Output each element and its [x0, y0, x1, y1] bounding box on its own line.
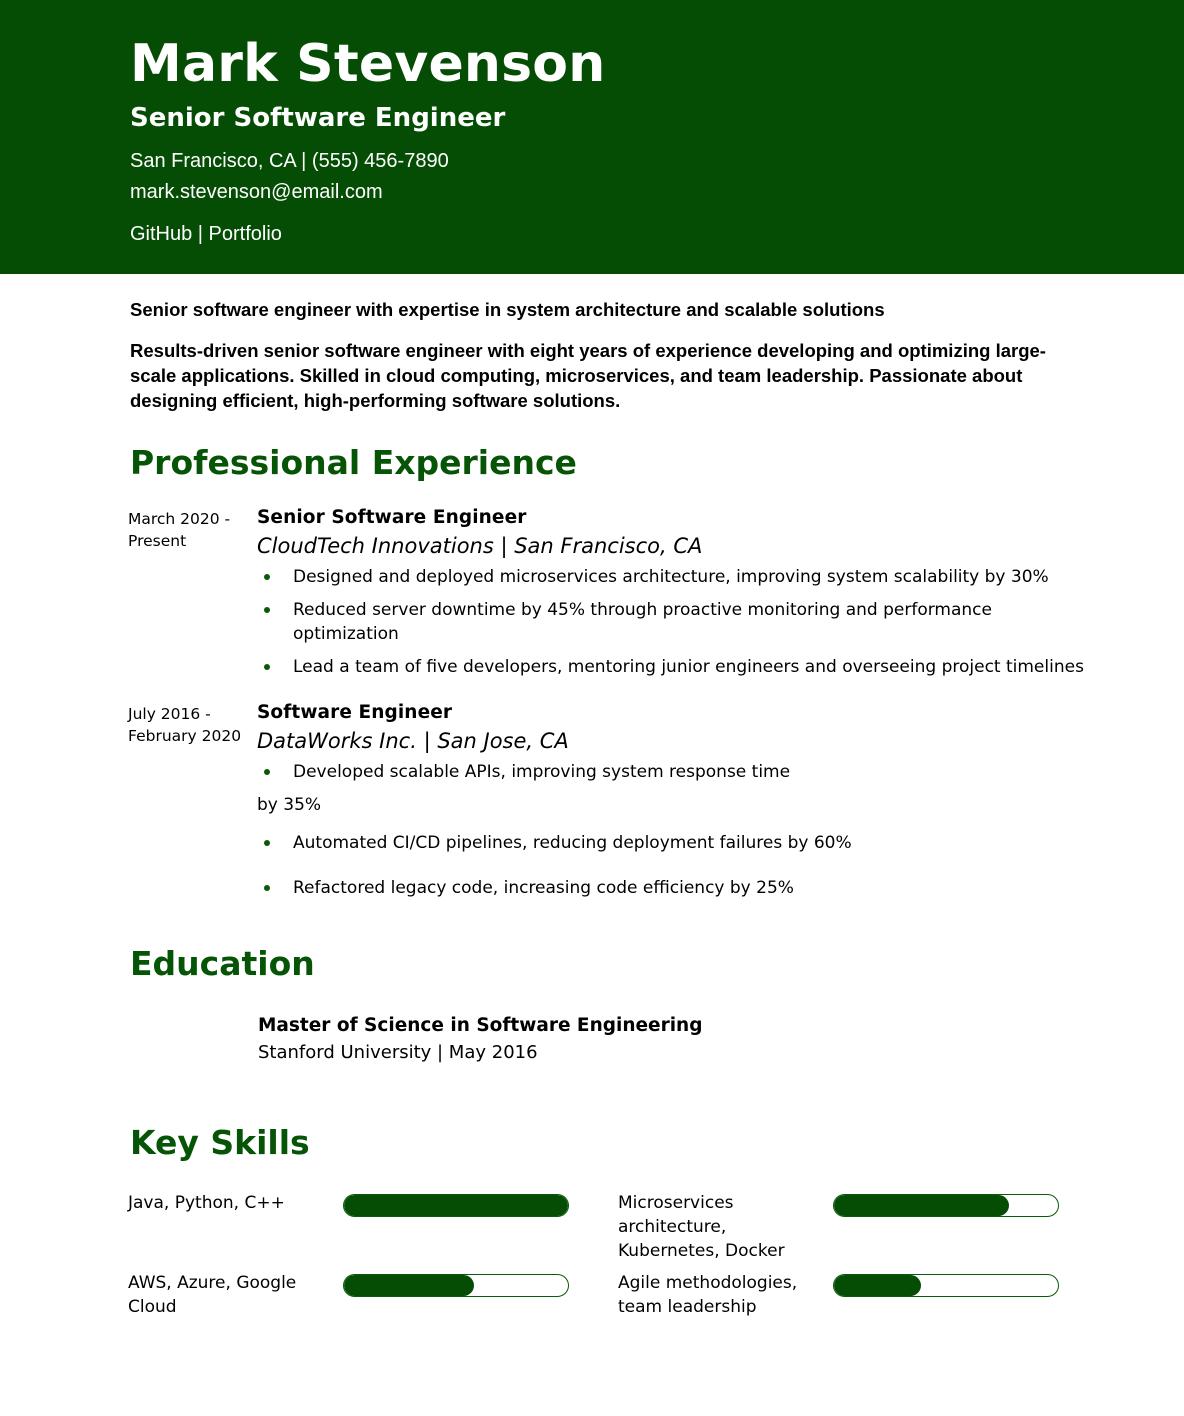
skill-label: AWS, Azure, Google Cloud [128, 1273, 297, 1317]
experience-bullet: Developed scalable APIs, improving system response time [257, 760, 1184, 784]
skill-label: Agile methodologies, team leadership [618, 1273, 798, 1317]
experience-dates: March 2020 - Present [128, 510, 231, 550]
experience-role: Senior Software Engineer [257, 507, 527, 528]
summary-headline: Senior software engineer with expertise in system architecture and scalable solutions [130, 299, 885, 320]
candidate-name: Mark Stevenson [130, 34, 606, 94]
skill-level-fill [834, 1195, 1009, 1216]
skill-level-bar [343, 1274, 569, 1297]
experience-section-title: Professional Experience [130, 443, 577, 482]
skill-label: Microservices architecture, Kubernetes, Docker [618, 1193, 785, 1261]
experience-dates: July 2016 - February 2020 [128, 705, 242, 745]
experience-company: CloudTech Innovations | San Francisco, CA [257, 534, 703, 558]
experience-details [256, 700, 1184, 909]
experience-bullet: Lead a team of five developers, mentoring junior engineers and overseeing project timelines [257, 655, 1184, 679]
resume-header [0, 0, 1184, 274]
skill-label: Java, Python, C++ [128, 1193, 285, 1213]
skill-level-bar [833, 1194, 1059, 1217]
experience-bullet-list [257, 565, 1184, 679]
experience-entry [0, 700, 1184, 909]
summary-section [0, 274, 1184, 413]
resume-body [0, 274, 1184, 1343]
education-section [0, 944, 1184, 1066]
experience-bullet: Refactored legacy code, increasing code efficiency by 25% [257, 876, 1184, 900]
contact-email: mark.stevenson@email.com [130, 181, 383, 203]
skill-level-fill [834, 1275, 921, 1296]
experience-bullet: Reduced server downtime by 45% through proactive monitoring and performance optimization [257, 598, 993, 646]
experience-bullet: Automated CI/CD pipelines, reducing deployment failures by 60% [257, 831, 1184, 855]
experience-entry [0, 505, 1184, 688]
skill-item [128, 1183, 618, 1263]
experience-role: Software Engineer [257, 702, 453, 723]
education-entry [0, 1012, 1184, 1066]
summary-paragraph: Results-driven senior software engineer with eight years of experience developing and optimizing large- scale applications. Skilled in cloud computing, microservices, and team leadership. Passionate about designing efficient, high-performing software solutions. [130, 340, 1046, 411]
skill-level-fill [344, 1275, 474, 1296]
experience-details [256, 505, 1184, 688]
skills-grid [128, 1183, 1063, 1343]
education-school: Stanford University | May 2016 [258, 1042, 538, 1063]
education-degree: Master of Science in Software Engineering [258, 1015, 703, 1036]
skill-item [618, 1263, 1063, 1343]
experience-bullet-list [257, 760, 1184, 784]
profile-links[interactable]: GitHub | Portfolio [130, 223, 282, 245]
skill-item [618, 1183, 1063, 1263]
skill-level-bar [343, 1194, 569, 1217]
skill-item [128, 1263, 618, 1343]
experience-bullet-list [257, 831, 1184, 900]
experience-company: DataWorks Inc. | San Jose, CA [257, 729, 569, 753]
experience-bullet-continuation: by 35% [257, 795, 322, 815]
skill-level-bar [833, 1274, 1059, 1297]
experience-bullet: Designed and deployed microservices architecture, improving system scalability by 30% [257, 565, 1184, 589]
skill-level-fill [344, 1195, 568, 1216]
education-section-title: Education [130, 944, 315, 983]
skills-section [0, 1123, 1184, 1343]
experience-section [0, 443, 1184, 909]
skills-section-title: Key Skills [130, 1123, 310, 1162]
contact-location-phone: San Francisco, CA | (555) 456-7890 [130, 150, 449, 172]
candidate-job-title: Senior Software Engineer [130, 103, 506, 133]
